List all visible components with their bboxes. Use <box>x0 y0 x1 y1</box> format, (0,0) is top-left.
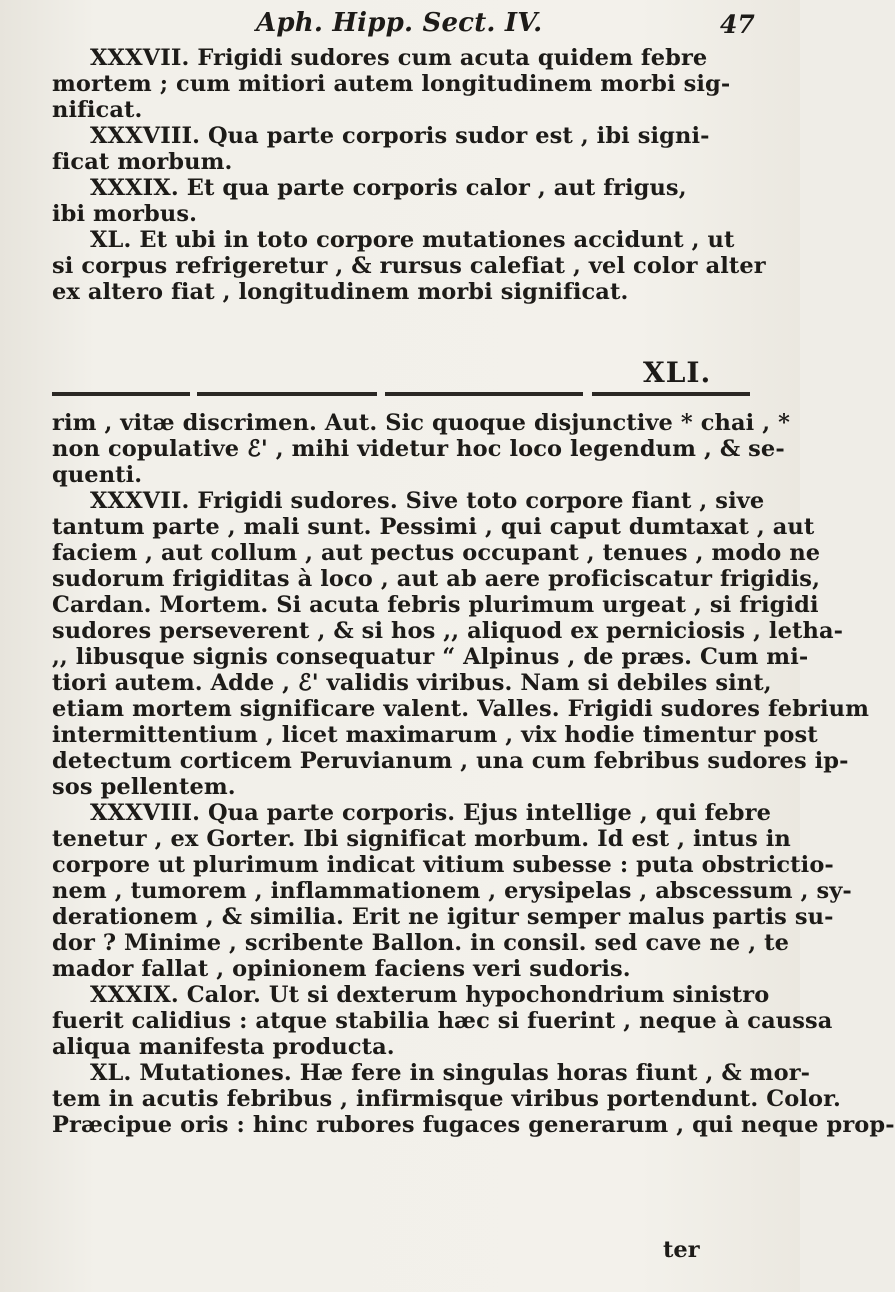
page-header <box>0 2 800 46</box>
commentary-text <box>52 410 895 1138</box>
aphorism-line: ibi morbus. <box>52 201 198 227</box>
commentary-line: faciem , aut collum , aut pectus occupant , tenues , modo ne <box>52 540 821 566</box>
commentary-line: tiori autem. Adde , ℰ' validis viribus. Nam si debiles sint, <box>52 670 772 696</box>
running-head: Aph. Hipp. Sect. IV. <box>256 8 543 38</box>
aphorism-line: XXXIX. Et qua parte corporis calor , aut frigus, <box>90 175 687 201</box>
horizontal-rule <box>52 392 750 397</box>
aphorism-line: ex altero fiat , longitudinem morbi significat. <box>52 279 629 305</box>
commentary-line: dor ? Minime , scribente Ballon. in consil. sed cave ne , te <box>52 930 790 956</box>
page-number: 47 <box>720 10 755 39</box>
commentary-line: aliqua manifesta producta. <box>52 1034 395 1060</box>
commentary-line: XXXVII. Frigidi sudores. Sive toto corpore fiant , sive <box>90 488 765 514</box>
commentary-line: intermittentium , licet maximarum , vix hodie timentur post <box>52 722 818 748</box>
commentary-line: fuerit calidius : atque stabilia hæc si fuerint , neque à caussa <box>52 1008 833 1034</box>
commentary-line: ,, libusque signis consequatur “ Alpinus , de præs. Cum mi- <box>52 644 809 670</box>
commentary-line: nem , tumorem , inflammationem , erysipelas , abscessum , sy- <box>52 878 852 904</box>
aphorism-line: si corpus refrigeretur , & rursus calefiat , vel color alter <box>52 253 766 279</box>
aphorism-line: ficat morbum. <box>52 149 233 175</box>
commentary-line: sudorum frigiditas à loco , aut ab aere proficiscatur frigidis, <box>52 566 821 592</box>
commentary-line: XL. Mutationes. Hæ fere in singulas horas fiunt , & mor- <box>90 1060 811 1086</box>
aphorism-text <box>52 45 766 305</box>
commentary-line: tem in acutis febribus , infirmisque viribus portendunt. Color. <box>52 1086 841 1112</box>
commentary-line: corpore ut plurimum indicat vitium subesse : puta obstrictio- <box>52 852 834 878</box>
commentary-line: sudores perseverent , & si hos ,, aliquod ex perniciosis , letha- <box>52 618 844 644</box>
commentary-line: rim , vitæ discrimen. Aut. Sic quoque disjunctive * chai , * <box>52 410 790 436</box>
commentary-line: Cardan. Mortem. Si acuta febris plurimum urgeat , si frigidi <box>52 592 819 618</box>
commentary-line: quenti. <box>52 462 143 488</box>
commentary-line: XXXIX. Calor. Ut si dexterum hypochondrium sinistro <box>90 982 770 1008</box>
commentary-line: XXXVIII. Qua parte corporis. Ejus intellige , qui febre <box>90 800 772 826</box>
commentary-line: tantum parte , mali sunt. Pessimi , qui caput dumtaxat , aut <box>52 514 815 540</box>
commentary-line: detectum corticem Peruvianum , una cum febribus sudores ip- <box>52 748 849 774</box>
commentary-line: tenetur , ex Gorter. Ibi significat morbum. Id est , intus in <box>52 826 791 852</box>
aphorism-line: XXXVIII. Qua parte corporis sudor est , ibi signi- <box>90 123 710 149</box>
commentary-line: Præcipue oris : hinc rubores fugaces generarum , qui neque prop- <box>52 1112 895 1138</box>
aphorism-line: XL. Et ubi in toto corpore mutationes accidunt , ut <box>90 227 735 253</box>
commentary-line: sos pellentem. <box>52 774 236 800</box>
bottom-margin <box>52 1266 750 1267</box>
commentary-line: non copulative ℰ' , mihi videtur hoc loco legendum , & se- <box>52 436 785 462</box>
section-number: XLI. <box>643 356 712 389</box>
catchword: ter <box>663 1237 700 1263</box>
commentary-line: etiam mortem significare valent. Valles. Frigidi sudores febrium <box>52 696 870 722</box>
aphorism-line: nificat. <box>52 97 143 123</box>
commentary-line: mador fallat , opinionem faciens veri sudoris. <box>52 956 631 982</box>
commentary-line: derationem , & similia. Erit ne igitur semper malus partis su- <box>52 904 834 930</box>
aphorism-line: XXXVII. Frigidi sudores cum acuta quidem febre <box>90 45 708 71</box>
aphorism-line: mortem ; cum mitiori autem longitudinem morbi sig- <box>52 71 731 97</box>
